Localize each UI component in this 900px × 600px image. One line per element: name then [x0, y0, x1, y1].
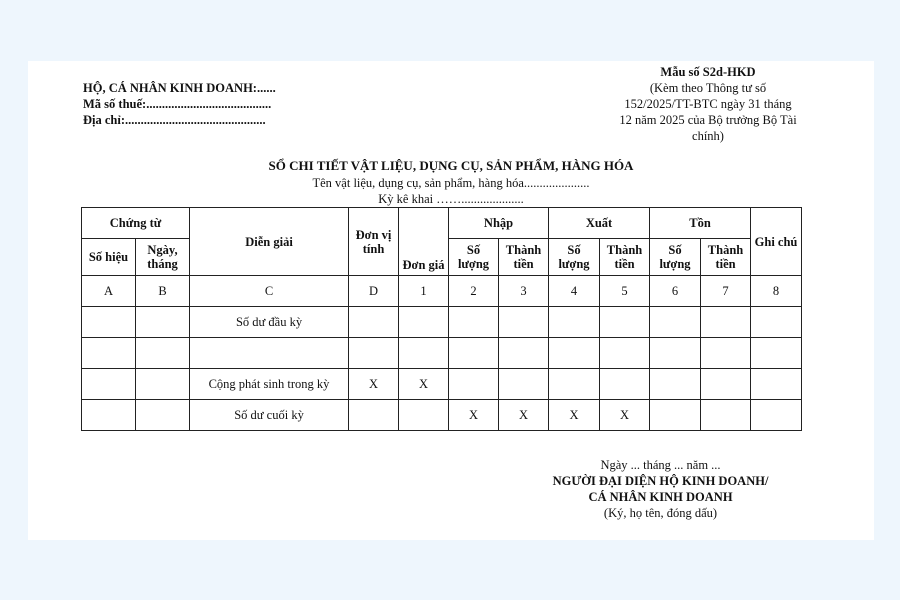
- address-line: Địa chỉ:.............................................: [83, 113, 266, 127]
- in-amount-cell: [499, 338, 549, 369]
- description-cell: [190, 338, 349, 369]
- price-header: Đơn giá: [399, 208, 449, 276]
- out-amount-cell: [600, 338, 650, 369]
- unit-cell: [349, 400, 399, 431]
- item-name-line: Tên vật liệu, dụng cụ, sản phẩm, hàng hóa.....................: [312, 176, 590, 190]
- unit-cell: X: [349, 369, 399, 400]
- voucher-header: Chứng từ: [82, 208, 190, 239]
- unit-cell: [349, 338, 399, 369]
- column-code: 5: [600, 276, 650, 307]
- price-cell: [399, 338, 449, 369]
- business-info: [83, 80, 276, 128]
- voucher-date-cell: [136, 369, 190, 400]
- column-code: 1: [399, 276, 449, 307]
- in-qty-cell: [449, 338, 499, 369]
- in-amount-cell: [499, 307, 549, 338]
- description-cell: Số dư đầu kỳ: [190, 307, 349, 338]
- business-name-line: HỘ, CÁ NHÂN KINH DOANH:......: [83, 81, 276, 95]
- period-line: Kỳ kê khai ……....................: [378, 192, 524, 206]
- out-amount-cell: [600, 369, 650, 400]
- signature-note: (Ký, họ tên, đóng dấu): [603, 506, 718, 520]
- column-code: A: [82, 276, 136, 307]
- tax-code-line: Mã số thuế:........................................: [83, 97, 272, 111]
- column-code: 4: [549, 276, 600, 307]
- column-code-row: [82, 276, 802, 307]
- voucher-number-cell: [82, 400, 136, 431]
- unit-header: Đơn vị tính: [349, 208, 399, 276]
- description-cell: Cộng phát sinh trong kỳ: [190, 369, 349, 400]
- out-amount-header: Thành tiền: [600, 239, 650, 276]
- voucher-date-cell: [136, 400, 190, 431]
- in-qty-header: Số lượng: [449, 239, 499, 276]
- price-cell: X: [399, 369, 449, 400]
- note-cell: [751, 338, 802, 369]
- column-code: C: [190, 276, 349, 307]
- column-code: 8: [751, 276, 802, 307]
- voucher-date-cell: [136, 307, 190, 338]
- form-number: Mẫu số S2d-HKD: [660, 65, 756, 79]
- document-title: SỔ CHI TIẾT VẬT LIỆU, DỤNG CỤ, SẢN PHẨM, HÀNG HÓA: [268, 158, 634, 173]
- column-code: B: [136, 276, 190, 307]
- in-amount-cell: [499, 369, 549, 400]
- table-row-empty: [82, 338, 802, 369]
- note-cell: [751, 400, 802, 431]
- stock-amount-cell: [701, 338, 751, 369]
- out-qty-cell: [549, 369, 600, 400]
- form-reference: [588, 64, 828, 144]
- voucher-date-cell: [136, 338, 190, 369]
- note-cell: [751, 307, 802, 338]
- stock-qty-header: Số lượng: [650, 239, 701, 276]
- voucher-number-cell: [82, 338, 136, 369]
- description-cell: Số dư cuối kỳ: [190, 400, 349, 431]
- table-row-opening-balance: [82, 307, 802, 338]
- stock-qty-cell: [650, 369, 701, 400]
- stock-header: Tồn: [650, 208, 751, 239]
- out-amount-cell: X: [600, 400, 650, 431]
- out-qty-cell: [549, 307, 600, 338]
- stock-amount-cell: [701, 369, 751, 400]
- column-code: 7: [701, 276, 751, 307]
- note-cell: [751, 369, 802, 400]
- stock-qty-cell: [650, 400, 701, 431]
- stock-qty-cell: [650, 307, 701, 338]
- stock-qty-cell: [650, 338, 701, 369]
- table-row-period-total: [82, 369, 802, 400]
- column-code: D: [349, 276, 399, 307]
- table-row-closing-balance: [82, 400, 802, 431]
- signature-date: Ngày ... tháng ... năm ...: [600, 458, 721, 472]
- unit-cell: [349, 307, 399, 338]
- form-ref-line: chính): [692, 129, 724, 143]
- in-qty-cell: [449, 307, 499, 338]
- ledger-table: [81, 207, 802, 431]
- signature-block: [528, 457, 793, 521]
- column-code: 2: [449, 276, 499, 307]
- signature-role: NGƯỜI ĐẠI DIỆN HỘ KINH DOANH/: [552, 474, 769, 488]
- note-header: Ghi chú: [751, 208, 802, 276]
- price-cell: [399, 307, 449, 338]
- voucher-number-cell: [82, 307, 136, 338]
- document-page: [28, 61, 874, 540]
- in-amount-cell: X: [499, 400, 549, 431]
- stock-amount-cell: [701, 400, 751, 431]
- stock-amount-header: Thành tiền: [701, 239, 751, 276]
- out-amount-cell: [600, 307, 650, 338]
- signature-role: CÁ NHÂN KINH DOANH: [588, 490, 733, 504]
- in-header: Nhập: [449, 208, 549, 239]
- out-qty-header: Số lượng: [549, 239, 600, 276]
- form-ref-line: 152/2025/TT-BTC ngày 31 tháng: [624, 97, 792, 111]
- column-code: 6: [650, 276, 701, 307]
- form-ref-line: (Kèm theo Thông tư số: [649, 81, 767, 95]
- out-header: Xuất: [549, 208, 650, 239]
- in-amount-header: Thành tiền: [499, 239, 549, 276]
- column-code: 3: [499, 276, 549, 307]
- price-cell: [399, 400, 449, 431]
- description-header: Diễn giải: [190, 208, 349, 276]
- voucher-number-cell: [82, 369, 136, 400]
- voucher-date-header: Ngày, tháng: [136, 239, 190, 276]
- out-qty-cell: X: [549, 400, 600, 431]
- in-qty-cell: X: [449, 400, 499, 431]
- in-qty-cell: [449, 369, 499, 400]
- form-ref-line: 12 năm 2025 của Bộ trưởng Bộ Tài: [619, 113, 797, 127]
- voucher-number-header: Số hiệu: [82, 239, 136, 276]
- stock-amount-cell: [701, 307, 751, 338]
- out-qty-cell: [549, 338, 600, 369]
